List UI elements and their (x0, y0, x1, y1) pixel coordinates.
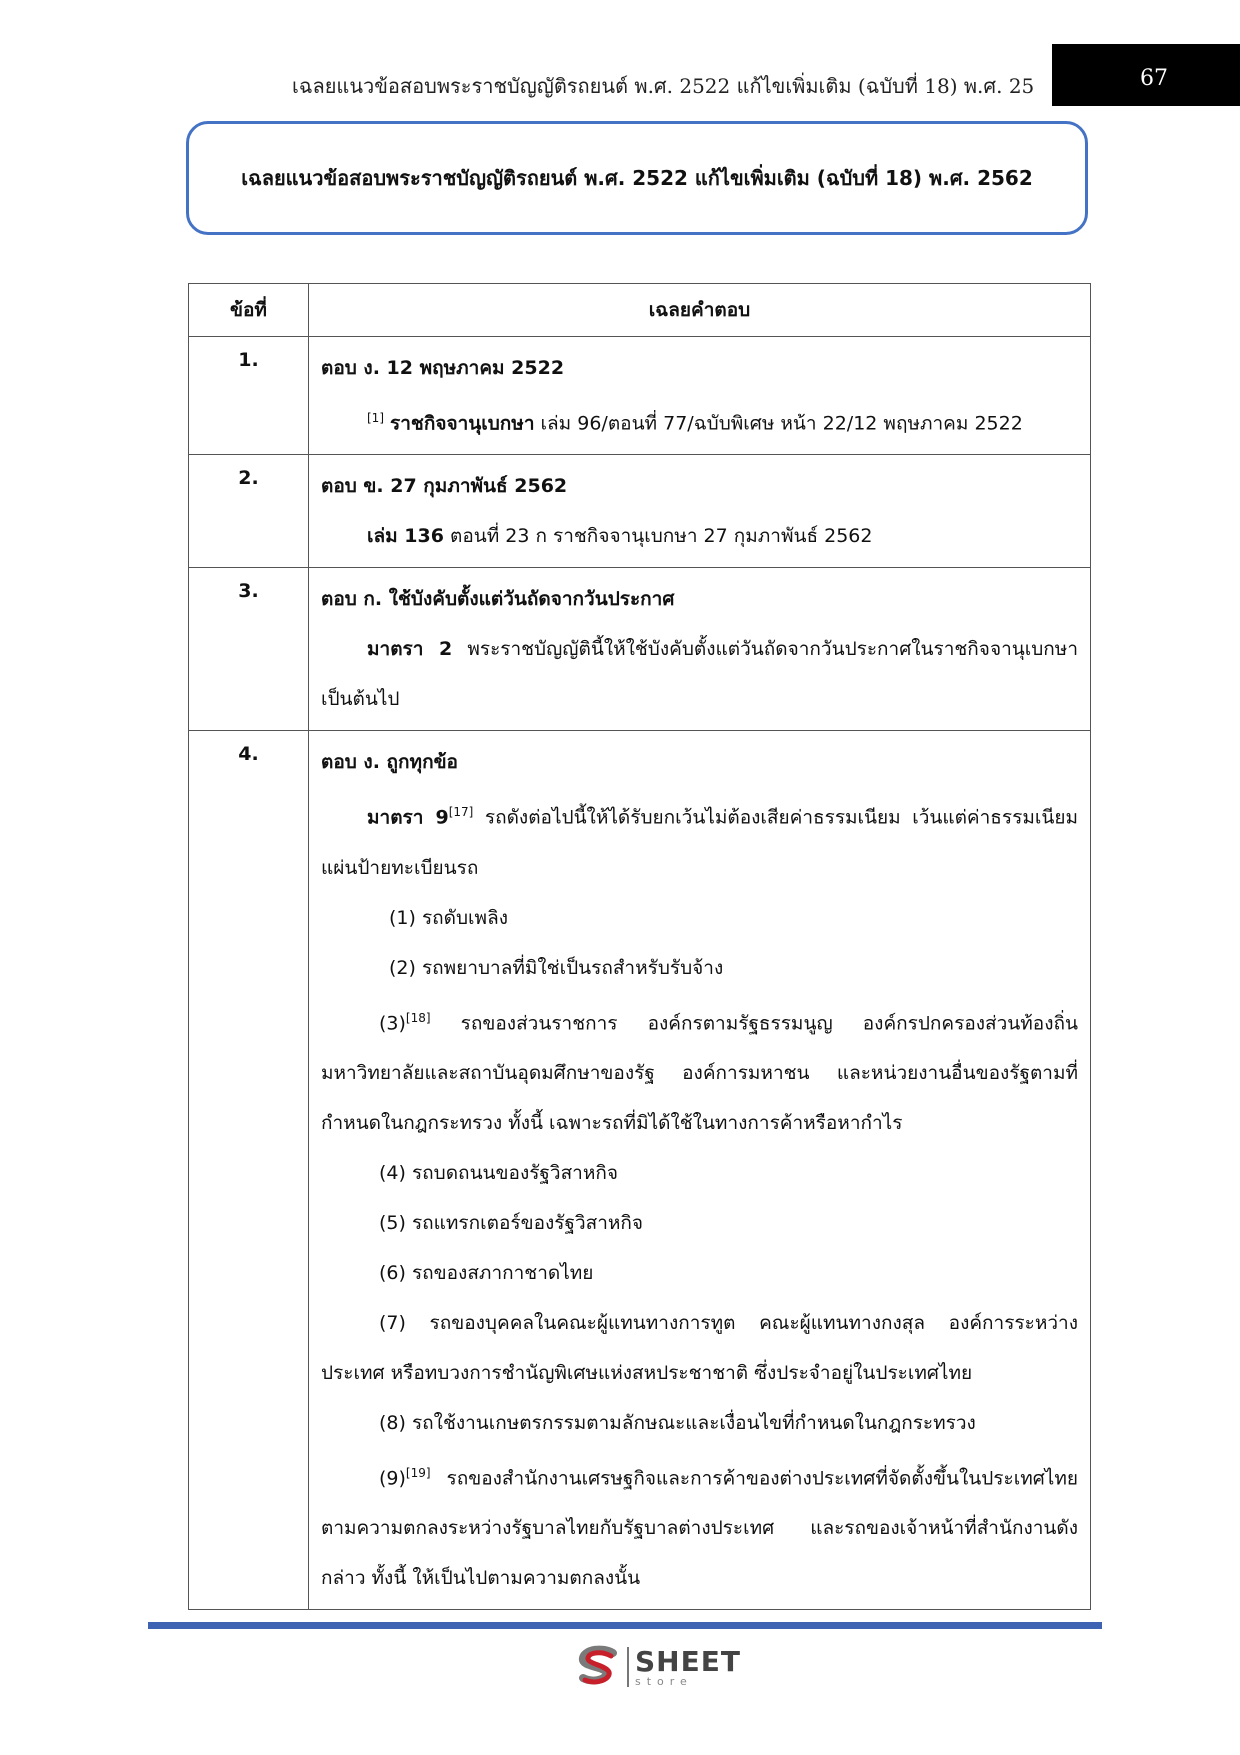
table-header-row (189, 284, 1091, 337)
list-item (321, 1448, 1078, 1603)
footnote-ref: [19] (405, 1465, 431, 1480)
table-row (189, 337, 1091, 455)
list-item-label: (3) (379, 1011, 406, 1034)
question-number: 1. (189, 337, 309, 455)
list-item (321, 993, 1078, 1148)
logo-wordmark (635, 1644, 741, 1688)
reference-text (321, 393, 1078, 448)
list-item: (6) รถของสภากาชาดไทย (379, 1261, 594, 1284)
list-item: (2) รถพยาบาลที่มิใช่เป็นรถสำหรับรับจ้าง (389, 956, 724, 979)
list-item-label: (9) (379, 1467, 406, 1490)
logo-s-icon (573, 1645, 623, 1689)
reference-body: รถดังต่อไปนี้ให้ได้รับยกเว้นไม่ต้องเสียค่าธรรมเนียม เว้นแต่ค่าธรรมเนียมแผ่นป้ายทะเบียนรถ (321, 806, 1078, 879)
answer-cell (309, 337, 1091, 455)
reference-bold: ราชกิจจานุเบกษา (390, 412, 535, 435)
title-box (186, 121, 1088, 235)
logo-word: SHEET (635, 1644, 741, 1678)
answer-cell (309, 568, 1091, 731)
question-number: 3. (189, 568, 309, 731)
page-number: 67 (1140, 66, 1168, 91)
column-header-answer: เฉลยคำตอบ (309, 284, 1091, 337)
page-title: เฉลยแนวข้อสอบพระราชบัญญัติรถยนต์ พ.ศ. 2522 แก้ไขเพิ่มเติม (ฉบับที่ 18) พ.ศ. 2562 (241, 166, 1033, 190)
footer-rule (148, 1622, 1102, 1629)
reference-bold: มาตรา 9 (367, 806, 449, 829)
reference-bold: เล่ม 136 (367, 525, 444, 548)
reference-text (321, 787, 1078, 892)
question-number: 2. (189, 455, 309, 568)
list-item-text: รถของส่วนราชการ องค์กรตามรัฐธรรมนูญ องค์กรปกครองส่วนท้องถิ่น มหาวิทยาลัยและสถาบันอุดมศึกษาของรัฐ องค์การมหาชน และหน่วยงานอื่นของรัฐตามที่กำหนดในกฎกระทรวง ทั้งนี้ เฉพาะรถที่มิได้ใช้ในทางการค้าหรือหากำไร (321, 1011, 1078, 1134)
answer-cell (309, 731, 1091, 1610)
footnote-ref: [1] (367, 411, 384, 425)
reference-body: พระราชบัญญัตินี้ให้ใช้บังคับตั้งแต่วันถัดจากวันประกาศในราชกิจจานุเบกษาเป็นต้นไป (321, 638, 1078, 711)
question-number: 4. (189, 731, 309, 1610)
logo-separator (627, 1647, 629, 1687)
table-row (189, 568, 1091, 731)
list-item: (5) รถแทรกเตอร์ของรัฐวิสาหกิจ (379, 1211, 644, 1234)
answer-text: ตอบ ง. ถูกทุกข้อ (321, 751, 458, 774)
list-item: (1) รถดับเพลิง (389, 906, 509, 929)
reference-body: เล่ม 96/ตอนที่ 77/ฉบับพิเศษ หน้า 22/12 พฤษภาคม 2522 (534, 412, 1023, 435)
logo-subword: store (635, 1674, 693, 1688)
answer-text: ตอบ ง. 12 พฤษภาคม 2522 (321, 357, 565, 379)
sheet-store-logo (573, 1645, 741, 1689)
answer-text: ตอบ ข. 27 กุมภาพันธ์ 2562 (321, 475, 568, 498)
list-item: (4) รถบดถนนของรัฐวิสาหกิจ (379, 1161, 619, 1184)
reference-bold: มาตรา 2 (367, 638, 453, 661)
running-header: เฉลยแนวข้อสอบพระราชบัญญัติรถยนต์ พ.ศ. 2522 แก้ไขเพิ่มเติม (ฉบับที่ 18) พ.ศ. 25 (292, 74, 1035, 98)
reference-text (321, 511, 1078, 561)
list-item: (8) รถใช้งานเกษตรกรรมตามลักษณะและเงื่อนไขที่กำหนดในกฎกระทรวง (379, 1411, 976, 1434)
table-row (189, 455, 1091, 568)
footnote-ref: [18] (405, 1010, 431, 1025)
column-header-no: ข้อที่ (189, 284, 309, 337)
answer-table (188, 283, 1091, 1610)
footnote-ref: [17] (448, 805, 474, 820)
list-item-text: รถของสำนักงานเศรษฐกิจและการค้าของต่างประเทศที่จัดตั้งขึ้นในประเทศไทยตามความตกลงระหว่างรัฐบาลไทยกับรัฐบาลต่างประเทศ และรถของเจ้าหน้าที่สำนักงานดังกล่าว ทั้งนี้ ให้เป็นไปตามความตกลงนั้น (321, 1467, 1078, 1590)
table-row (189, 731, 1091, 1610)
answer-cell (309, 455, 1091, 568)
list-item: (7) รถของบุคคลในคณะผู้แทนทางการทูต คณะผู้แทนทางกงสุล องค์การระหว่างประเทศ หรือทบวงการชำนัญพิเศษแห่งสหประชาชาติ ซึ่งประจำอยู่ในประเทศไทย (321, 1311, 1078, 1384)
reference-text (321, 624, 1078, 724)
answer-text: ตอบ ก. ใช้บังคับตั้งแต่วันถัดจากวันประกาศ (321, 588, 675, 611)
reference-body: ตอนที่ 23 ก ราชกิจจานุเบกษา 27 กุมภาพันธ์ 2562 (443, 525, 873, 548)
